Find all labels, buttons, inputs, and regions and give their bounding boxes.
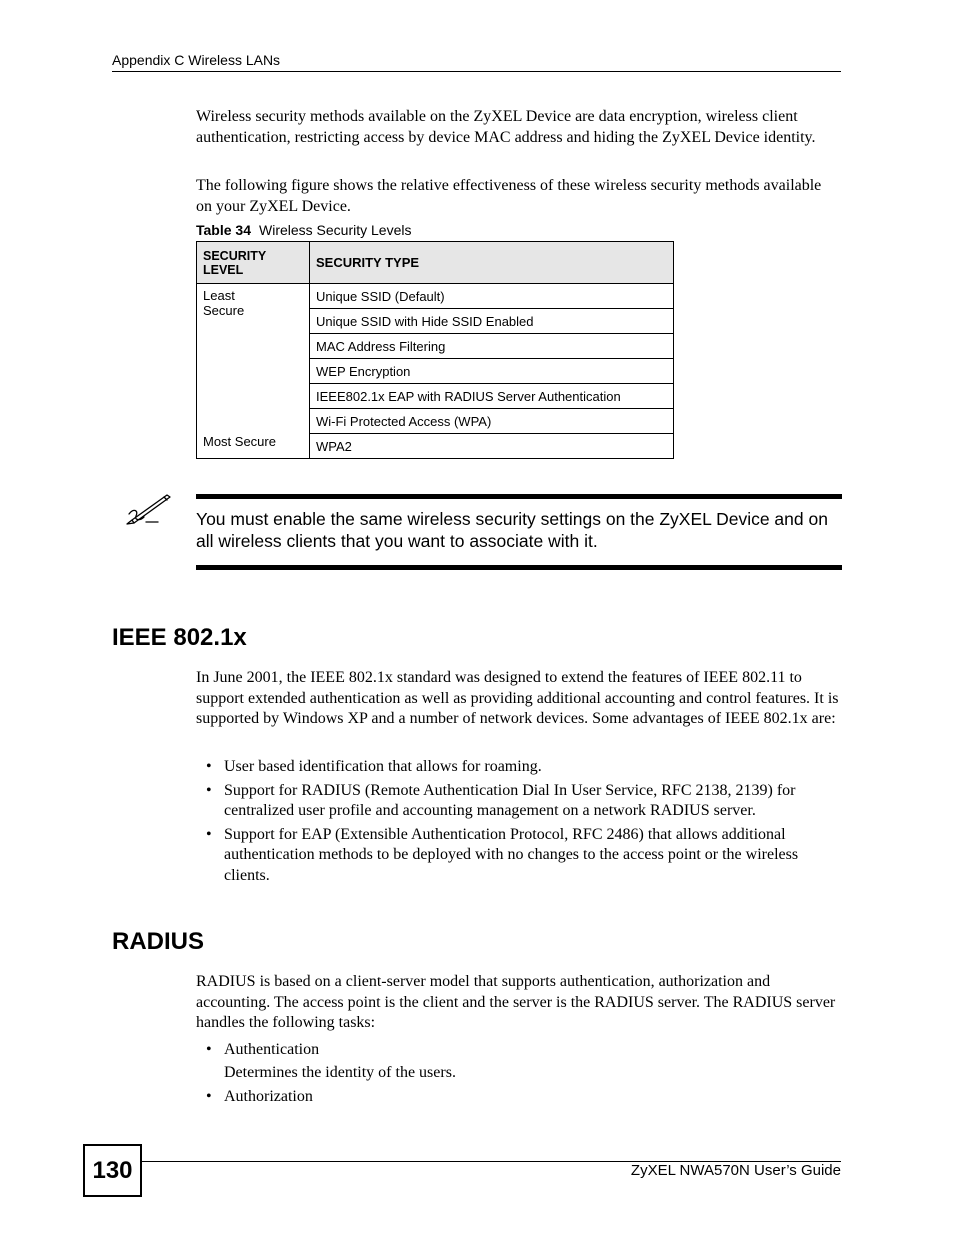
page-number: 130 [83, 1144, 142, 1197]
column-header-security-type: SECURITY TYPE [310, 242, 674, 284]
list-item: • Authentication [206, 1041, 320, 1058]
table-caption [196, 222, 412, 238]
footer-guide-title: ZyXEL NWA570N User’s Guide [630, 1162, 841, 1179]
security-type-cell: WPA2 [310, 434, 674, 459]
note-text: You must enable the same wireless security settings on the ZyXEL Device and on all wireless clients that you want to associate with it. [196, 509, 828, 551]
security-type-cell: Wi-Fi Protected Access (WPA) [310, 409, 674, 434]
security-type-cell: MAC Address Filtering [310, 334, 674, 359]
table-caption-label: Table 34 [196, 222, 251, 238]
table-caption-title: Wireless Security Levels [259, 222, 412, 238]
table-header-row [197, 242, 674, 284]
note-pen-icon [124, 494, 174, 528]
note-top-rule [196, 494, 842, 499]
intro-paragraph-2: The following figure shows the relative effectiveness of these wireless security methods available on your ZyXEL Device. [196, 177, 822, 215]
list-item-text: Support for RADIUS (Remote Authentication Dial In User Service, RFC 2138, 2139) for centralized user profile and accounting management on a network RADIUS server. [224, 781, 796, 819]
running-header: Appendix C Wireless LANs [112, 52, 281, 68]
list-item-text: User based identification that allows for roaming. [224, 758, 542, 775]
level-least-secure: Least Secure [203, 288, 245, 318]
security-type-cell: Unique SSID (Default) [310, 284, 674, 309]
security-type-cell: WEP Encryption [310, 359, 674, 384]
column-header-security-level: SECURITY LEVEL [197, 242, 310, 284]
list-item: • Support for RADIUS (Remote Authentication Dial In User Service, RFC 2138, 2139) for centralized user profile and accounting management on a network RADIUS server. [206, 781, 796, 819]
authentication-description: Determines the identity of the users. [224, 1064, 456, 1081]
list-item-text: Authentication [224, 1041, 320, 1058]
note-bottom-rule [196, 565, 842, 570]
ieee-paragraph: In June 2001, the IEEE 802.1x standard was designed to extend the features of IEEE 802.11 to support extended authentication as well as providing additional accounting and control features. It is supported by Windows XP and a number of network devices. Some advantages of IEEE 802.1x are: [196, 669, 839, 727]
list-item: • User based identification that allows for roaming. [206, 758, 542, 775]
list-item-text: Support for EAP (Extensible Authentication Protocol, RFC 2486) that allows additional authentication methods to be deployed with no changes to the access point or the wireless clients. [224, 825, 799, 884]
security-type-cell: IEEE802.1x EAP with RADIUS Server Authentication [310, 384, 674, 409]
security-levels-table [196, 241, 674, 459]
security-level-cell [197, 284, 310, 459]
table-row [197, 284, 674, 309]
radius-paragraph: RADIUS is based on a client-server model that supports authentication, authorization and accounting. The access point is the client and the server is the RADIUS server. The RADIUS server handles the following tasks: [196, 973, 836, 1031]
radius-tasks-list-1 [196, 1040, 841, 1064]
intro-paragraph-1: Wireless security methods available on the ZyXEL Device are data encryption, wireless client authentication, restricting access by device MAC address and hiding the ZyXEL Device identity. [196, 108, 816, 146]
level-most-secure: Most Secure [203, 434, 276, 449]
ieee-advantages-list [196, 757, 841, 889]
list-item: • Authorization [206, 1088, 313, 1105]
radius-tasks-list-2 [196, 1087, 841, 1111]
header-rule [112, 71, 841, 72]
section-title-ieee: IEEE 802.1x [112, 624, 247, 651]
list-item-text: Authorization [224, 1088, 313, 1105]
section-title-radius: RADIUS [112, 928, 205, 955]
list-item: • Support for EAP (Extensible Authentication Protocol, RFC 2486) that allows additional authentication methods to be deployed with no changes to the access point or the wireless clients. [206, 825, 799, 884]
security-type-cell: Unique SSID with Hide SSID Enabled [310, 309, 674, 334]
